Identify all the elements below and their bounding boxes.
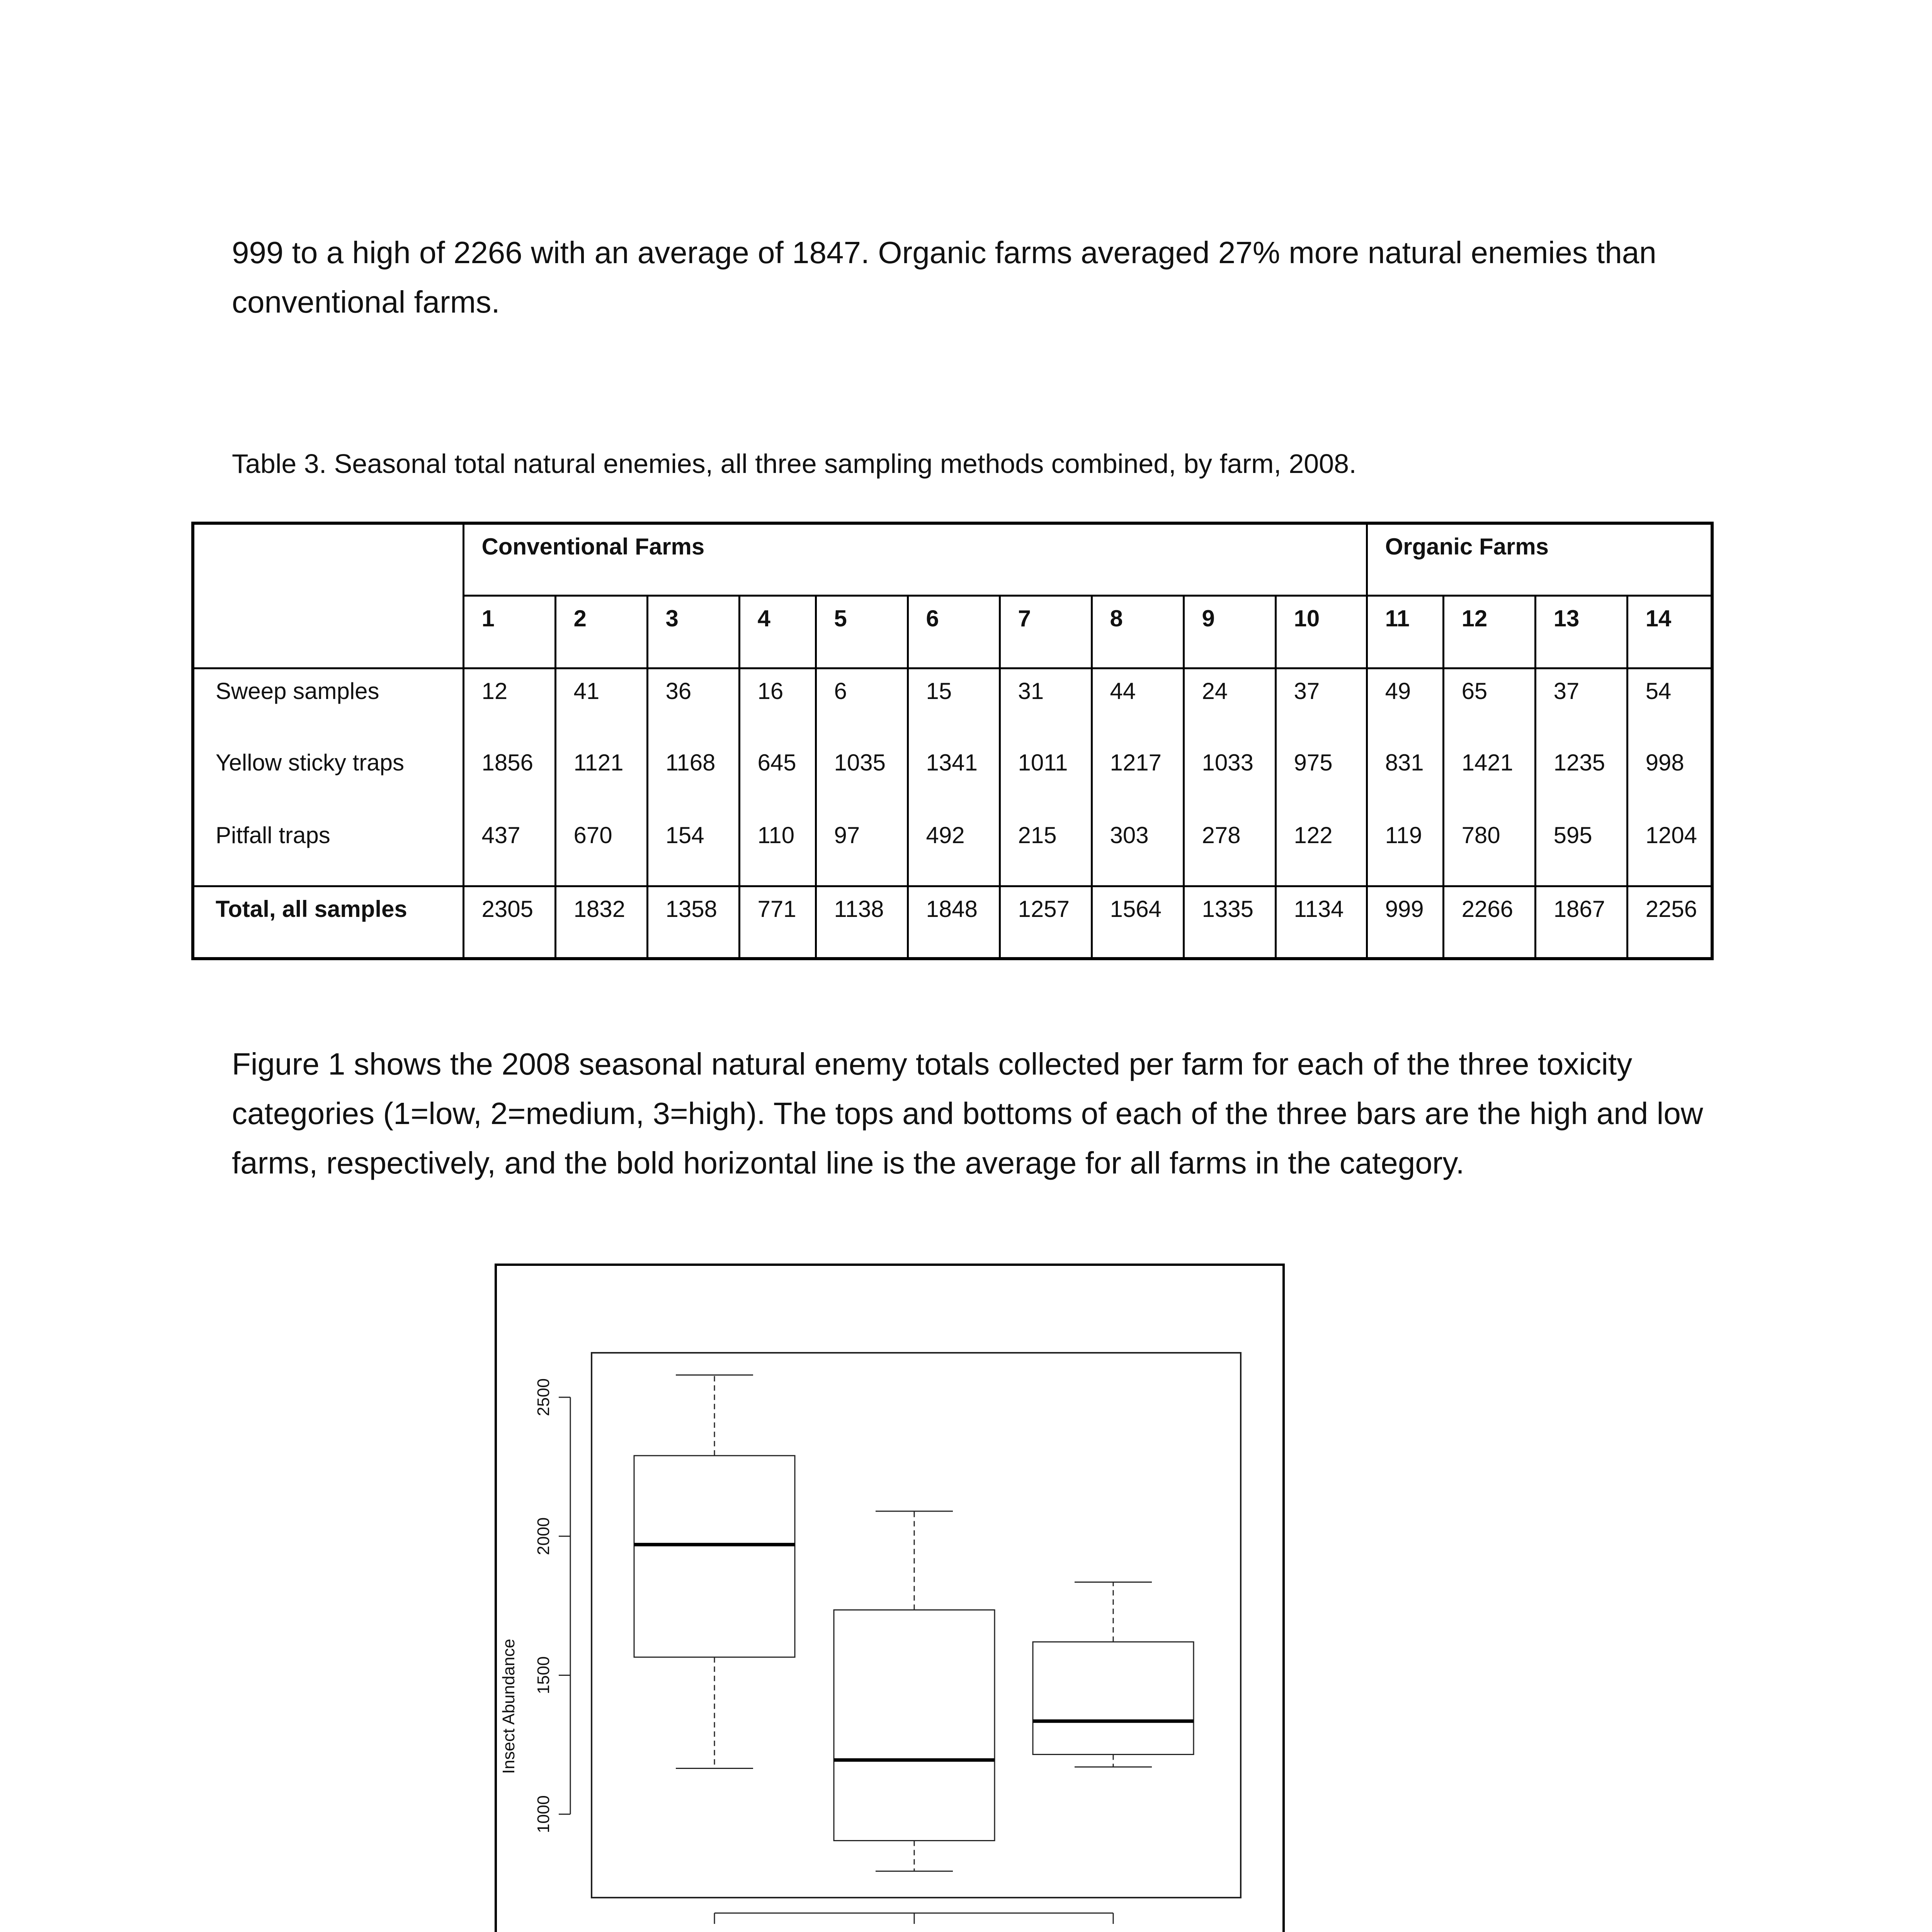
y-tick-label: 1500 [534,1656,553,1694]
table-cell: 1138 [816,886,908,959]
table-cell: 54 [1627,668,1712,741]
table-cell: 2305 [463,886,555,959]
row-label: Pitfall traps [193,813,463,886]
table-cell: 1848 [908,886,1000,959]
table-cell: 1358 [647,886,739,959]
y-axis-label: Insect Abundance [499,1639,518,1774]
table-row [193,886,1712,959]
table-cell: 595 [1535,813,1627,886]
table-row [193,668,1712,741]
natural-enemies-table [191,522,1714,960]
table-cell: 97 [816,813,908,886]
farm-number-header: 11 [1367,596,1443,668]
table-cell: 780 [1443,813,1535,886]
farm-number-header: 8 [1092,596,1184,668]
table-cell: 215 [1000,813,1092,886]
table-cell: 1033 [1184,741,1276,813]
table-cell: 41 [555,668,647,741]
table-cell: 1217 [1092,741,1184,813]
table-cell: 437 [463,813,555,886]
organic-farms-header: Organic Farms [1367,523,1712,596]
table-cell: 1856 [463,741,555,813]
table-cell: 1121 [555,741,647,813]
box-iqr [634,1456,795,1657]
table-cell: 119 [1367,813,1443,886]
table-corner-cell [193,523,463,668]
table-cell: 1257 [1000,886,1092,959]
table-cell: 37 [1535,668,1627,741]
figure-description-paragraph: Figure 1 shows the 2008 seasonal natural enemy totals collected per farm for each of the three toxicity categories (1=low, 2=medium, 3=high). The tops and bottoms of each of the three bars are the high and low farms, respectively, and the bold horizontal line is the average for all farms in the category. [232,1047,1703,1180]
paragraph-continued: 999 to a high of 2266 with an average of 1847. Organic farms averaged 27% more natural enemies than conventional farms. [232,235,1656,319]
figure-frame [495,1264,1285,1932]
table-cell: 303 [1092,813,1184,886]
farm-number-header: 6 [908,596,1000,668]
y-tick-label: 1000 [534,1795,553,1833]
table-cell: 24 [1184,668,1276,741]
table-cell: 65 [1443,668,1535,741]
farm-number-header: 1 [463,596,555,668]
table-cell: 831 [1367,741,1443,813]
table-cell: 49 [1367,668,1443,741]
table-cell: 1035 [816,741,908,813]
table-cell: 122 [1276,813,1367,886]
table-cell: 1832 [555,886,647,959]
box-iqr [1033,1642,1194,1754]
table-cell: 771 [739,886,816,959]
table-cell: 2256 [1627,886,1712,959]
table-caption: Table 3. Seasonal total natural enemies, all three sampling methods combined, by farm, 2008. [232,449,1357,479]
table-cell: 1564 [1092,886,1184,959]
table-cell: 278 [1184,813,1276,886]
row-label: Yellow sticky traps [193,741,463,813]
table-row [193,813,1712,886]
farm-number-header: 3 [647,596,739,668]
table-cell: 1011 [1000,741,1092,813]
insect-abundance-boxplot [497,1266,1282,1932]
y-tick-label: 2500 [534,1378,553,1417]
table-cell: 1867 [1535,886,1627,959]
farm-number-header: 4 [739,596,816,668]
farm-number-header: 9 [1184,596,1276,668]
table-row [193,741,1712,813]
table-cell: 975 [1276,741,1367,813]
table-cell: 15 [908,668,1000,741]
y-tick-label: 2000 [534,1517,553,1555]
table-cell: 6 [816,668,908,741]
farm-number-header: 12 [1443,596,1535,668]
table-cell: 110 [739,813,816,886]
farm-number-header: 10 [1276,596,1367,668]
farm-number-header: 2 [555,596,647,668]
conventional-farms-header: Conventional Farms [463,523,1367,596]
farm-number-header: 14 [1627,596,1712,668]
table-cell: 1235 [1535,741,1627,813]
table-cell: 31 [1000,668,1092,741]
table-cell: 1204 [1627,813,1712,886]
table-cell: 16 [739,668,816,741]
box-iqr [834,1610,995,1840]
row-label: Sweep samples [193,668,463,741]
farm-number-header: 7 [1000,596,1092,668]
table-cell: 1168 [647,741,739,813]
table-cell: 44 [1092,668,1184,741]
row-label: Total, all samples [193,886,463,959]
table-cell: 1134 [1276,886,1367,959]
table-cell: 1341 [908,741,1000,813]
table-cell: 154 [647,813,739,886]
table-cell: 1421 [1443,741,1535,813]
table-cell: 2266 [1443,886,1535,959]
table-cell: 998 [1627,741,1712,813]
table-cell: 999 [1367,886,1443,959]
farm-number-header: 13 [1535,596,1627,668]
table-cell: 12 [463,668,555,741]
table-cell: 37 [1276,668,1367,741]
table-cell: 36 [647,668,739,741]
table-cell: 670 [555,813,647,886]
table-cell: 1335 [1184,886,1276,959]
table-cell: 645 [739,741,816,813]
table-cell: 492 [908,813,1000,886]
farm-number-header: 5 [816,596,908,668]
